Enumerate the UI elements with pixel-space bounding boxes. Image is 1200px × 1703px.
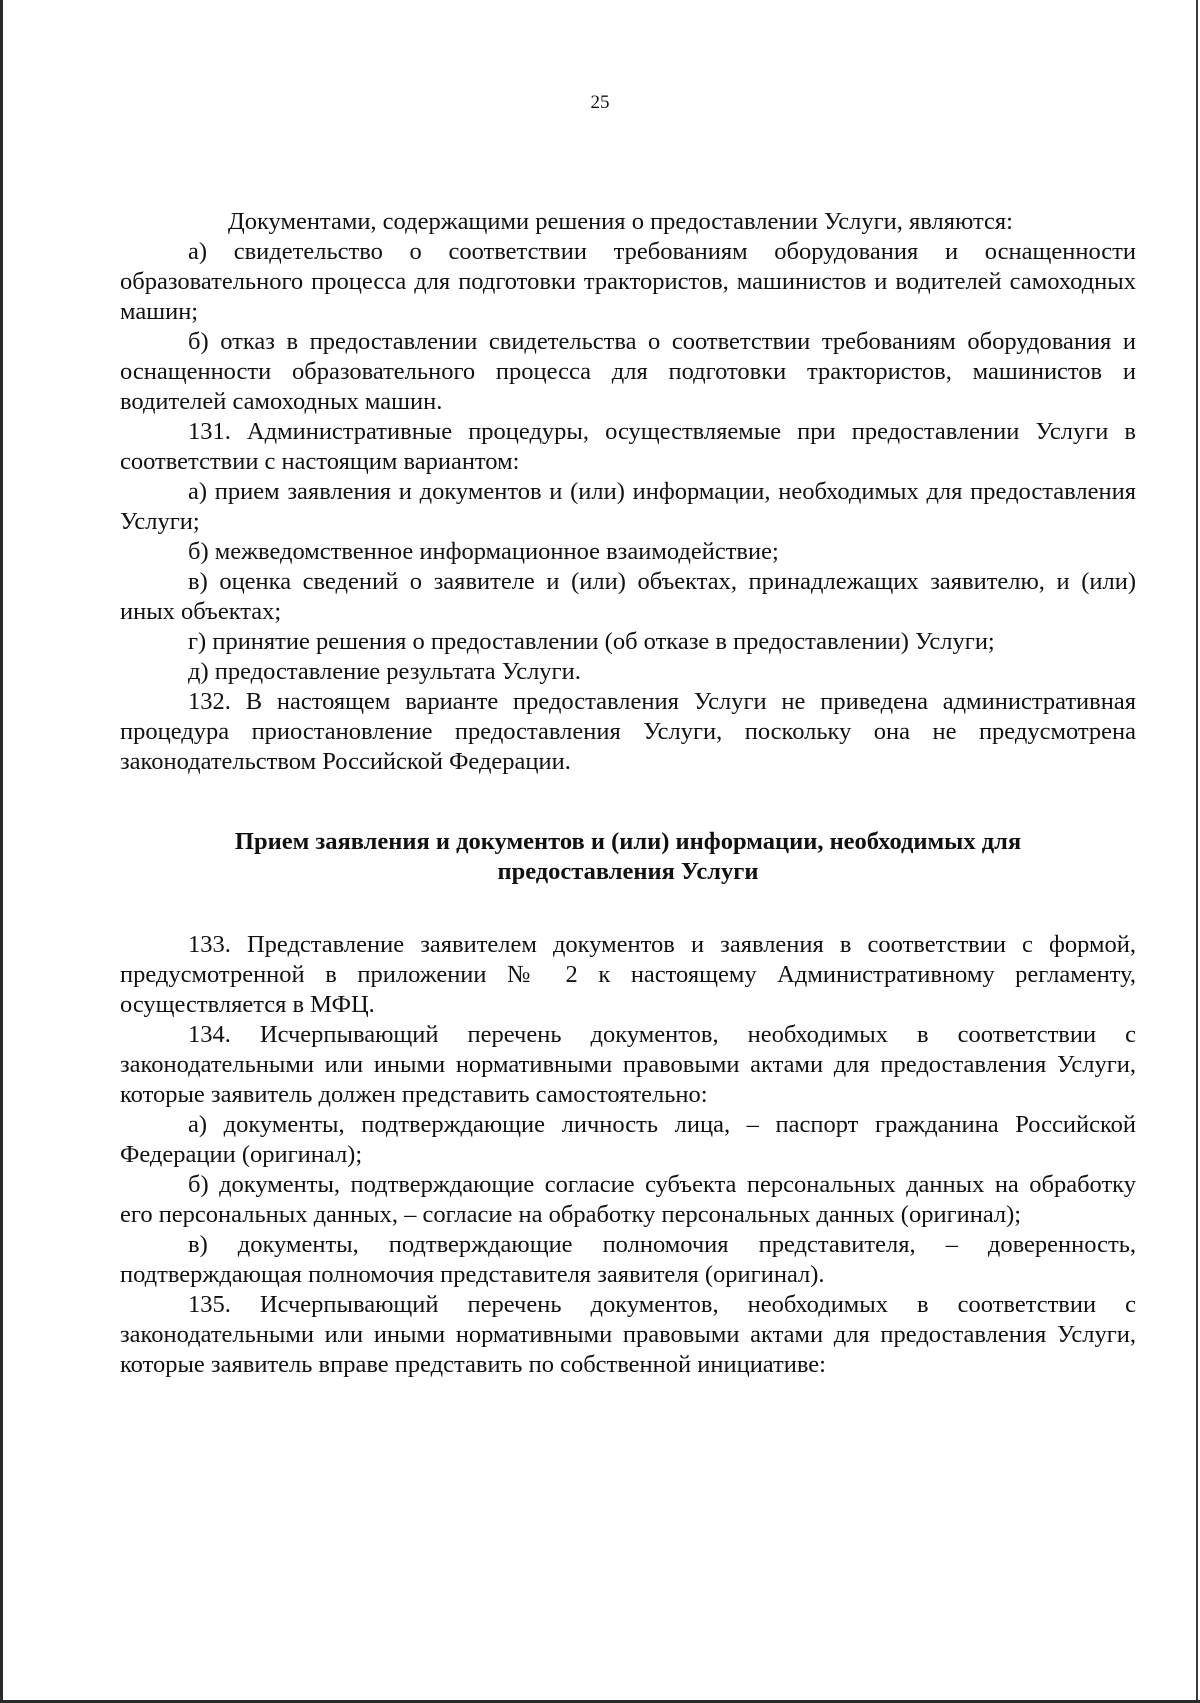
paragraph-134-item-v: в) документы, подтверждающие полномочия представителя, – доверенность, подтверждающая полномочия представителя заявителя (оригинал).	[120, 1231, 1136, 1288]
paragraph-131-item-v: в) оценка сведений о заявителе и (или) объектах, принадлежащих заявителю, и (или) иных объектах;	[120, 568, 1136, 625]
paragraph-132: 132. В настоящем варианте предоставления Услуги не приведена административная процедура приостановление предоставления Услуги, поскольку она не предусмотрена законодательством Российской Федерации.	[120, 688, 1136, 775]
scan-edge-right	[1196, 0, 1198, 1703]
paragraph-item-a-certificate: а) свидетельство о соответствии требованиям оборудования и оснащенности образовательного процесса для подготовки трактористов, машинистов и водителей самоходных машин;	[120, 238, 1136, 325]
paragraph-134-item-b: б) документы, подтверждающие согласие субъекта персональных данных на обработку его персональных данных, – согласие на обработку персональных данных (оригинал);	[120, 1171, 1136, 1228]
paragraph-133: 133. Представление заявителем документов и заявления в соответствии с формой, предусмотренной в приложении № 2 к настоящему Административному регламенту, осуществляется в МФЦ.	[120, 931, 1136, 1018]
paragraph-135: 135. Исчерпывающий перечень документов, необходимых в соответствии с законодательными или иными нормативными правовыми актами для предоставления Услуги, которые заявитель вправе представить по собственной инициативе:	[120, 1291, 1136, 1378]
paragraph-134-item-a: а) документы, подтверждающие личность лица, – паспорт гражданина Российской Федерации (оригинал);	[120, 1111, 1136, 1168]
paragraph-131-item-a: а) прием заявления и документов и (или) информации, необходимых для предоставления Услуги;	[120, 478, 1136, 535]
paragraph-131-item-g: г) принятие решения о предоставлении (об отказе в предоставлении) Услуги;	[188, 628, 995, 655]
paragraph-decision-documents: Документами, содержащими решения о предоставлении Услуги, являются:	[228, 208, 1013, 235]
paragraph-item-b-refusal: б) отказ в предоставлении свидетельства о соответствии требованиям оборудования и оснащенности образовательного процесса для подготовки трактористов, машинистов и водителей самоходных машин.	[120, 328, 1136, 415]
page-number: 25	[590, 92, 610, 113]
paragraph-134: 134. Исчерпывающий перечень документов, необходимых в соответствии с законодательными или иными нормативными правовыми актами для предоставления Услуги, которые заявитель должен представить самостоятельно:	[120, 1021, 1136, 1108]
paragraph-131-item-d: д) предоставление результата Услуги.	[188, 658, 581, 685]
paragraph-131: 131. Административные процедуры, осуществляемые при предоставлении Услуги в соответствии с настоящим вариантом:	[120, 418, 1136, 475]
paragraph-131-item-b: б) межведомственное информационное взаимодействие;	[188, 538, 779, 565]
document-body	[120, 207, 1136, 1380]
section-heading: Прием заявления и документов и (или) информации, необходимых для предоставления Услуги	[234, 828, 1022, 885]
scan-edge-left	[0, 0, 3, 1703]
